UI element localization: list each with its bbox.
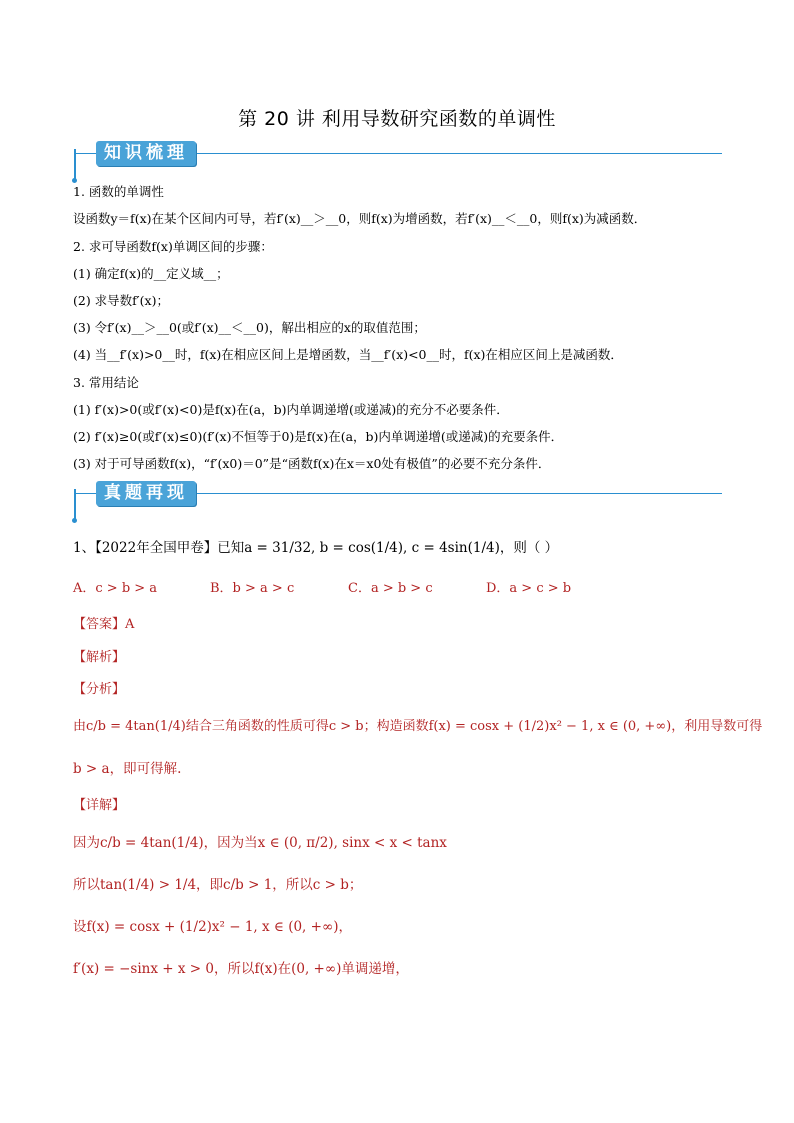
fenxi-text-1: 由c/b = 4tan(1/4)结合三角函数的性质可得c > b；构造函数f(x) = cosx + (1/2)x² − 1, x ∈ (0, +∞)，利用导数可得	[73, 719, 763, 734]
knowledge-conclusion-3: (3) 对于可导函数f(x)，“f′(x0)＝0”是“函数f(x)在x＝x0处有极值”的必要不充分条件．	[73, 456, 551, 471]
detail-line-1: 因为c/b = 4tan(1/4)，因为当x ∈ (0, π/2), sinx < x < tanx	[73, 835, 447, 851]
knowledge-heading-1: 1. 函数的单调性	[73, 184, 164, 199]
detail-line-3: 设f(x) = cosx + (1/2)x² − 1, x ∈ (0, +∞)，	[73, 919, 352, 935]
option-b: B．b > a > c	[210, 581, 295, 596]
knowledge-line-1: 设函数y＝f(x)在某个区间内可导，若f′(x)__＞__0，则f(x)为增函数，若f′(x)__＜__0，则f(x)为减函数．	[73, 211, 647, 226]
section-rule-vertical	[74, 149, 76, 181]
detail-label: 【详解】	[73, 798, 126, 813]
section-rule-vertical	[74, 489, 76, 521]
section-banner: 知识梳理	[96, 141, 196, 166]
section-header-knowledge	[72, 141, 722, 181]
section-dot-icon	[72, 518, 77, 523]
problem-stem: 1、【2022年全国甲卷】已知a = 31/32, b = cos(1/4), c = 4sin(1/4)，则（ ）	[73, 540, 559, 556]
detail-line-4: f′(x) = −sinx + x > 0，所以f(x)在(0, +∞)单调递增，	[73, 961, 409, 977]
knowledge-conclusion-1: (1) f′(x)>0(或f′(x)<0)是f(x)在(a，b)内单调递增(或递减)的充分不必要条件．	[73, 402, 509, 417]
detail-line-2: 所以tan(1/4) > 1/4，即c/b > 1，所以c > b；	[73, 877, 363, 893]
knowledge-step-2: (2) 求导数f′(x)；	[73, 293, 169, 308]
section-header-exam	[72, 481, 722, 521]
section-banner: 真题再现	[96, 481, 196, 506]
analysis-label: 【解析】	[73, 650, 126, 665]
fenxi-text-2: b > a，即可得解.	[73, 761, 182, 777]
page-title: 第 20 讲 利用导数研究函数的单调性	[238, 108, 556, 130]
fenxi-label: 【分析】	[73, 682, 126, 697]
option-d: D．a > c > b	[486, 581, 572, 596]
answer-label: 【答案】A	[73, 617, 135, 632]
knowledge-step-4: (4) 当__f′(x)>0__时，f(x)在相应区间上是增函数，当__f′(x)<0__时，f(x)在相应区间上是减函数．	[73, 347, 623, 362]
option-c: C．a > b > c	[348, 581, 433, 596]
knowledge-heading-2: 2. 求可导函数f(x)单调区间的步骤：	[73, 239, 273, 254]
knowledge-step-3: (3) 令f′(x)__＞__0(或f′(x)__＜__0)，解出相应的x的取值范围；	[73, 320, 426, 335]
knowledge-heading-3: 3. 常用结论	[73, 375, 139, 390]
option-a: A．c > b > a	[73, 581, 158, 596]
knowledge-conclusion-2: (2) f′(x)≥0(或f′(x)≤0)(f′(x)不恒等于0)是f(x)在(a，b)内单调递增(或递减)的充要条件．	[73, 429, 564, 444]
knowledge-step-1: (1) 确定f(x)的__定义域__；	[73, 266, 229, 281]
